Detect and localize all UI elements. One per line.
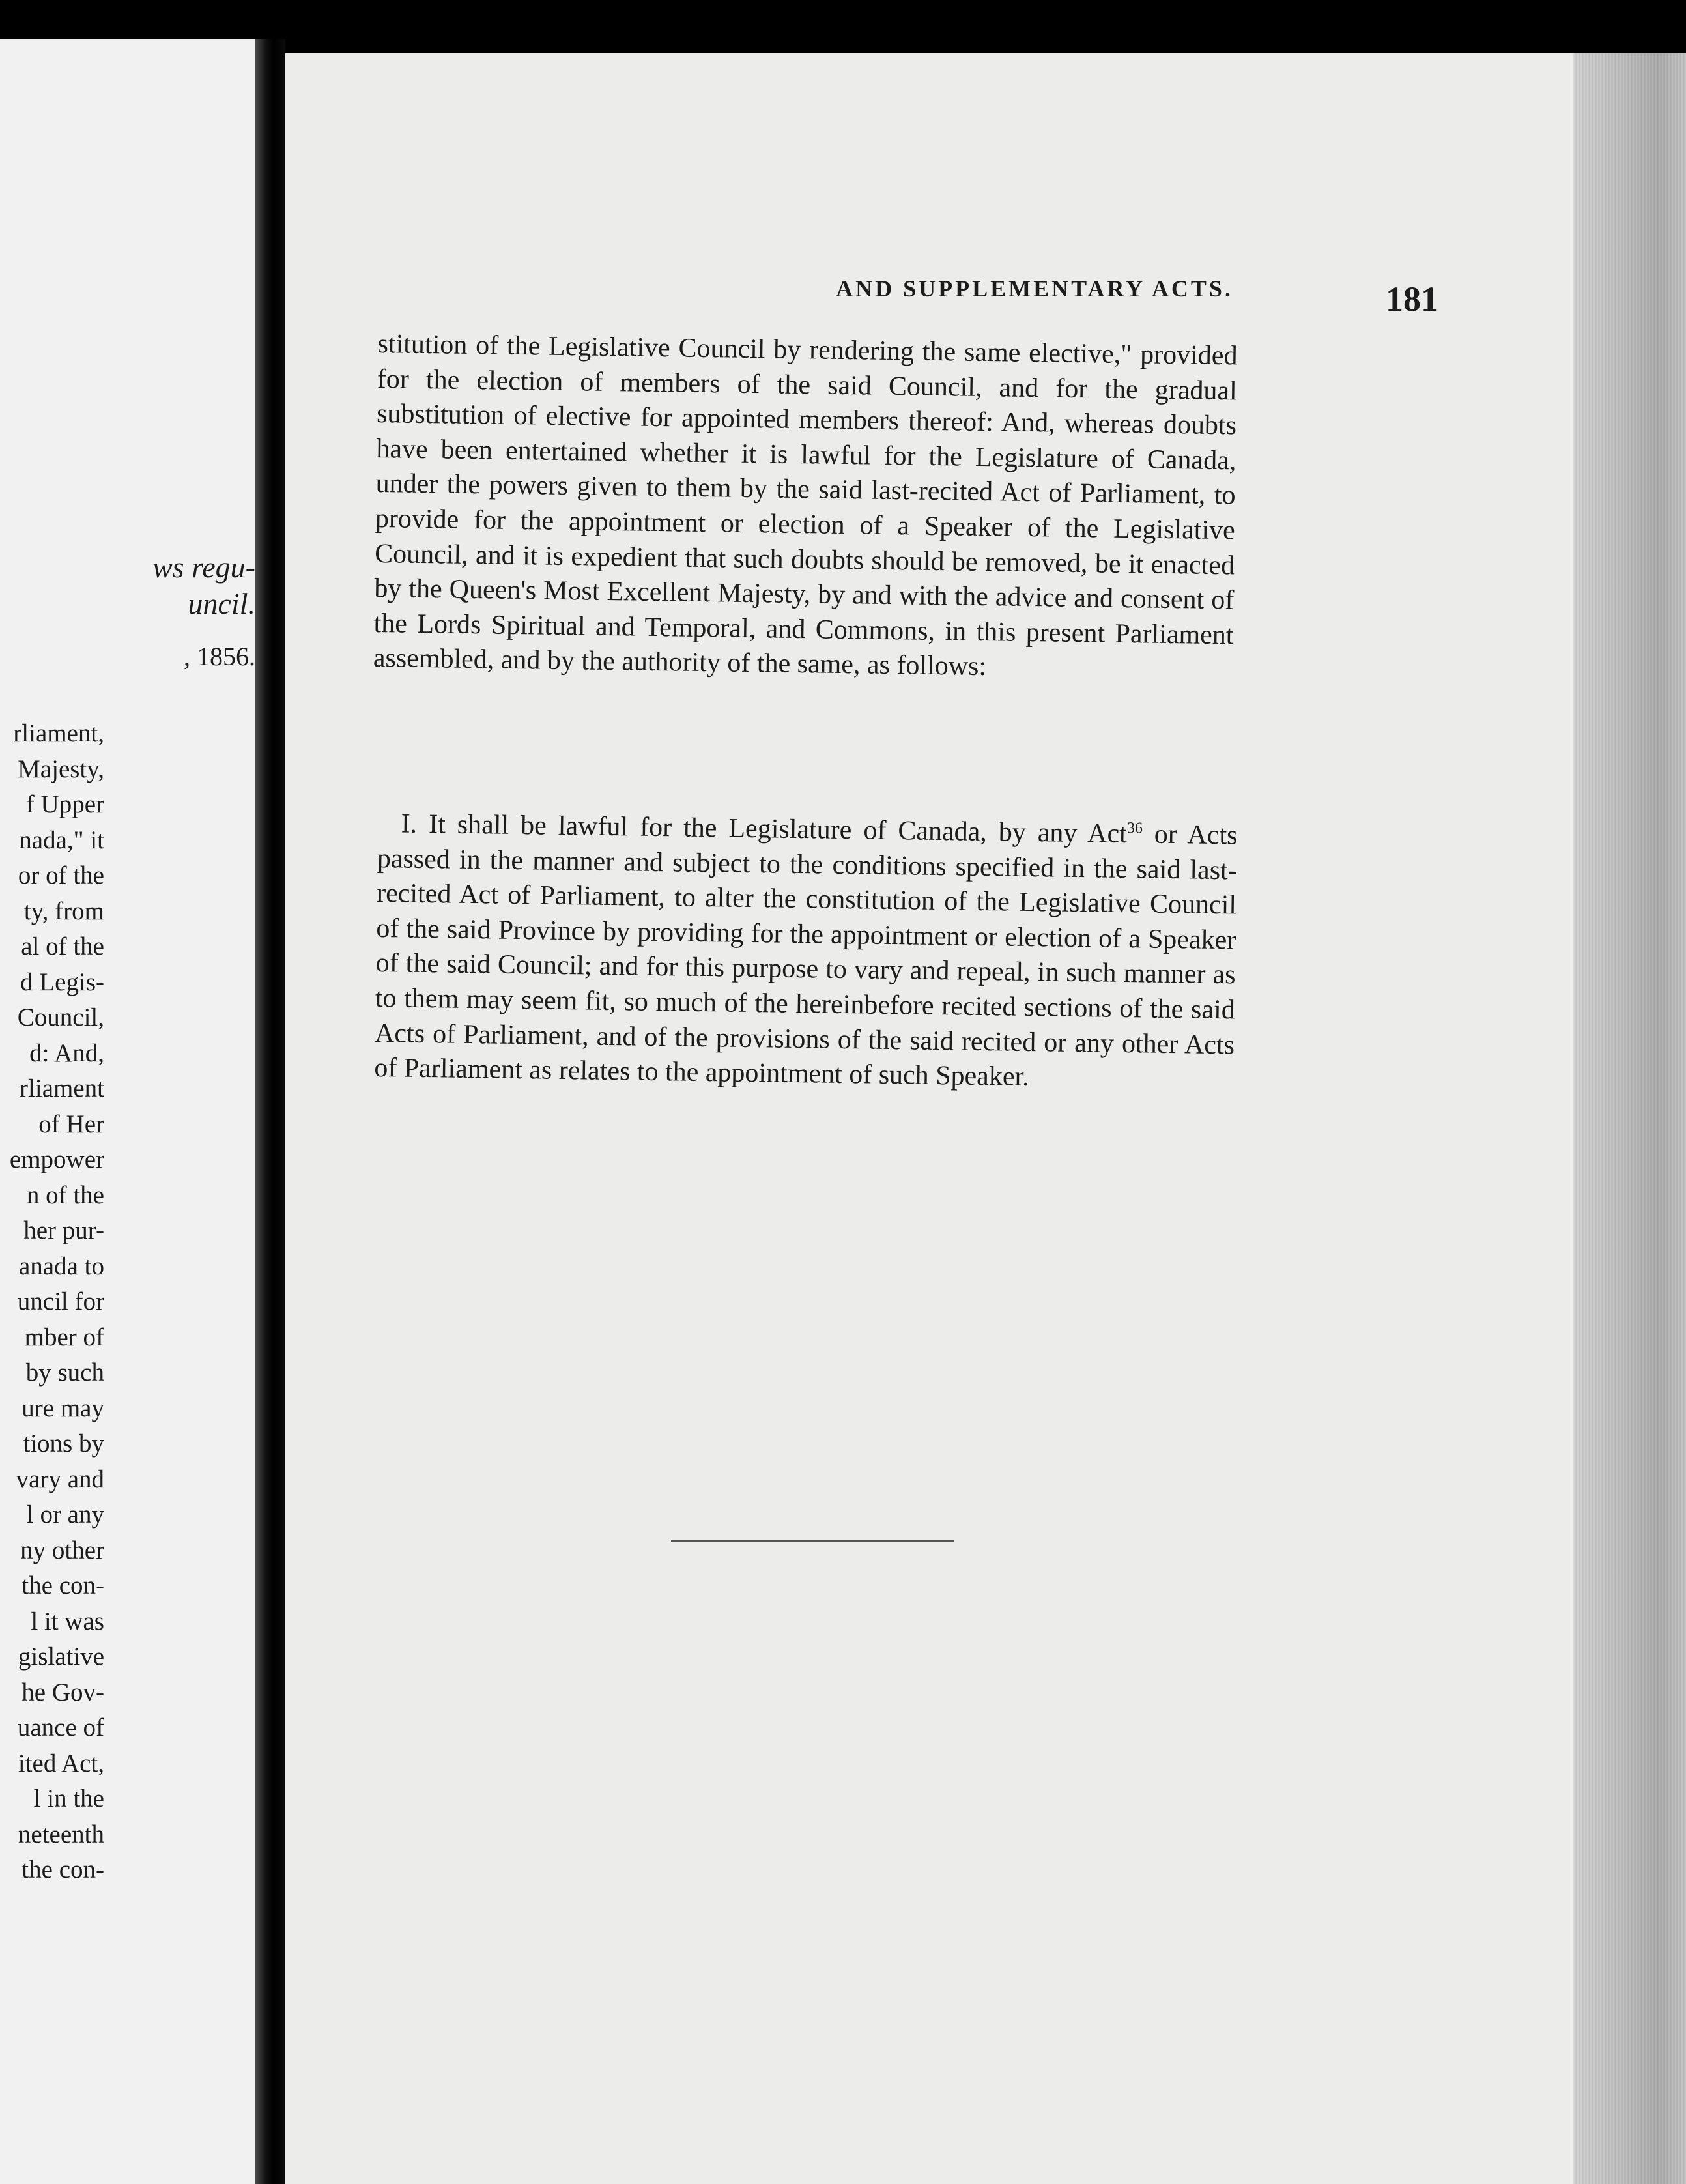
left-text-line: mber of: [24, 1323, 104, 1351]
left-text-line: Majesty,: [18, 754, 104, 783]
left-text-line: Council,: [17, 1003, 104, 1031]
book-gutter: [255, 39, 285, 2184]
section-text-start: It shall be lawful for the Legislature of Canada, by any Act: [428, 809, 1128, 850]
end-rule: [671, 1540, 954, 1542]
left-heading-line-2: uncil.: [188, 587, 255, 620]
left-text-line: f Upper: [25, 790, 104, 818]
left-text-line: ure may: [21, 1394, 104, 1422]
left-text-line: or of the: [18, 861, 104, 889]
left-text-line: d: And,: [29, 1039, 104, 1067]
left-text-line: ty, from: [23, 897, 104, 925]
left-text-line: uance of: [17, 1714, 104, 1742]
page-edge-stack: [1573, 53, 1686, 2184]
paragraph-section-1: [374, 807, 1238, 1098]
left-text-line: al of the: [21, 932, 104, 960]
left-text-line: rliament,: [13, 719, 104, 747]
left-text-line: n of the: [26, 1181, 104, 1209]
left-text-line: l in the: [33, 1785, 104, 1813]
left-text-line: neteenth: [18, 1820, 104, 1848]
section-number: I.: [401, 809, 418, 839]
left-text-line: empower: [9, 1145, 104, 1173]
right-page: [285, 53, 1686, 2184]
left-text-line: gislative: [18, 1643, 104, 1671]
left-text-line: ny other: [20, 1536, 104, 1564]
left-text-line: tions by: [23, 1430, 104, 1458]
left-text-line: d Legis-: [20, 968, 104, 996]
left-text-line: nada," it: [19, 826, 104, 854]
left-text-line: of Her: [38, 1110, 104, 1138]
left-text-line: by such: [25, 1358, 104, 1387]
page-number: 181: [1386, 280, 1438, 319]
section-text-rest: or Acts passed in the manner and subject to the conditions specified in the said last-recited Act of Parliament, to alter the constitution of the Legislative Council of the said Province by providing for the appointment or election of a Speaker of the said Council; and for this purpose to vary and repeal, in such manner as to them may seem fit, so much of the hereinbefore recited sections of the said Acts of Parliament, and of the provisions of the said recited or any other Acts of Parliament as relates to the appointment of such Speaker.: [374, 819, 1238, 1093]
left-text-line: ited Act,: [18, 1749, 104, 1777]
running-head: AND SUPPLEMENTARY ACTS.: [836, 276, 1233, 302]
left-text-line: he Gov-: [21, 1678, 104, 1706]
left-text-line: l it was: [31, 1607, 104, 1635]
left-facing-page: [0, 39, 255, 2184]
left-text-line: l or any: [26, 1501, 104, 1529]
left-heading-line-1: ws regu-: [152, 551, 255, 584]
left-text-line: anada to: [18, 1252, 104, 1280]
paragraph-preamble: stitution of the Legislative Council by rendering the same elective," provided for the election of members of the said Council, and for the gradual substitution of elective for appointed members thereof: And, whereas doubts have been entertained whether it is lawful for the Legislature of Canada, under the powers given to them by the said last-recited Act of Parliament, to provide for the appointment or election of a Speaker of the Legislative Council, and it is expedient that such doubts should be removed, be it enacted by the Queen's Most Excellent Majesty, by and with the advice and consent of the Lords Spiritual and Temporal, and Commons, in this present Parliament assembled, and by the authority of the same, as follows:: [373, 328, 1238, 682]
left-text-line: her pur-: [23, 1216, 104, 1244]
left-text-line: rliament: [20, 1074, 104, 1102]
left-text-line: the con-: [21, 1572, 104, 1600]
left-text-line: uncil for: [17, 1287, 104, 1315]
left-text-line: vary and: [16, 1465, 104, 1493]
footnote-reference: 36: [1126, 820, 1143, 837]
left-date-fragment: , 1856.: [184, 642, 255, 671]
left-text-line: the con-: [21, 1856, 104, 1884]
